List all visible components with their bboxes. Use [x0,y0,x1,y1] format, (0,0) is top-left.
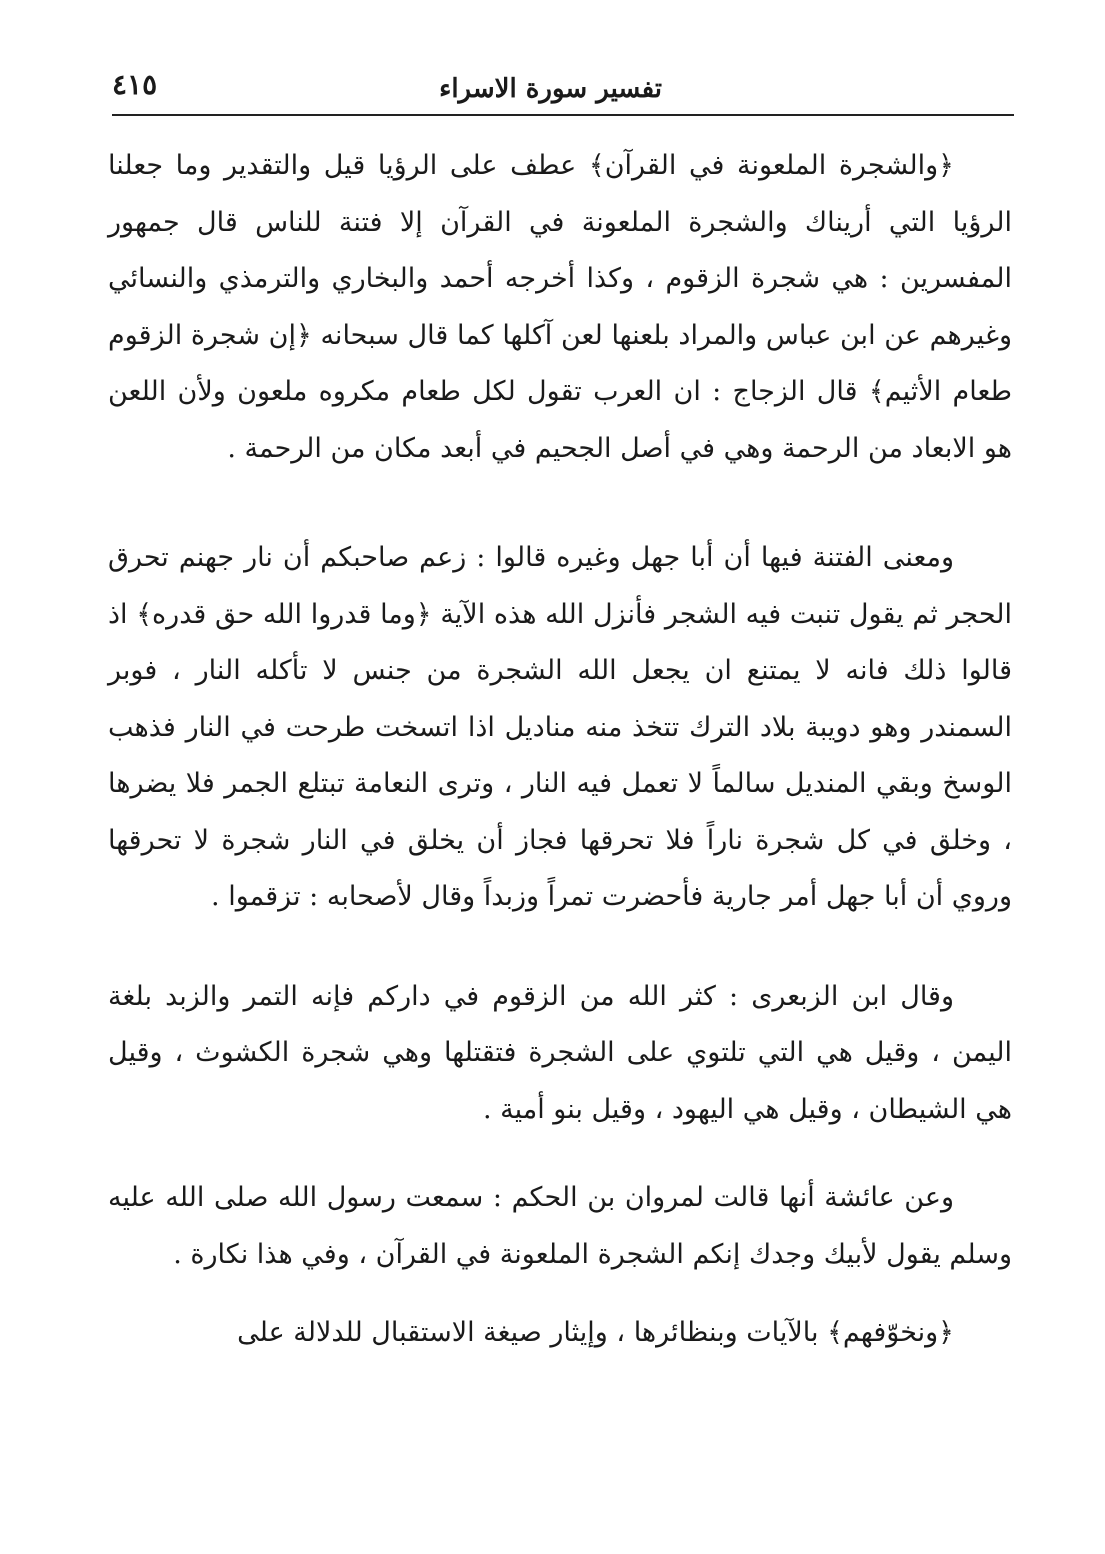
paragraph-4: وعن عائشة أنها قالت لمروان بن الحكم : سمعت رسول الله صلى الله عليه وسلم يقول لأبيك وجدك إنكم الشجرة الملعونة في القرآن ، وفي هذا نكارة . [108,1182,1012,1270]
paragraph-3: وقال ابن الزبعرى : كثر الله من الزقوم في داركم فإنه التمر والزبد بلغة اليمن ، وقيل هي التي تلتوي على الشجرة فتقتلها وهي شجرة الكشوث ، وقيل هي الشيطان ، وقيل هي اليهود ، وقيل بنو أمية . [108,980,1013,1125]
body-text [108,138,1012,1362]
paragraph-5: ﴿ونخوّفهم﴾ بالآيات وبنظائرها ، وإيثار صيغة الاستقبال للدلالة على [237,1317,954,1348]
paragraph-spacer [108,477,1012,530]
paragraph-spacer [108,1283,1012,1305]
paragraph-spacer [108,1138,1012,1170]
paragraph-1: ﴿والشجرة الملعونة في القرآن﴾ عطف على الرؤيا قيل والتقدير وما جعلنا الرؤيا التي أريناك والشجرة الملعونة في القرآن إلا فتنة للناس قال جمهور المفسرين : هي شجرة الزقوم ، وكذا أخرجه أحمد والبخاري والترمذي والنسائي وغيرهم عن ابن عباس والمراد بلعنها لعن آكلها كما قال سبحانه ﴿إن شجرة الزقوم طعام الأثيم﴾ قال الزجاج : ان العرب تقول لكل طعام مكروه ملعون ولأن اللعن هو الابعاد من الرحمة وهي في أصل الجحيم في أبعد مكان من الرحمة . [108,150,1012,464]
paragraph-2: ومعنى الفتنة فيها أن أبا جهل وغيره قالوا : زعم صاحبكم أن نار جهنم تحرق الحجر ثم يقول تنبت فيه الشجر فأنزل الله هذه الآية ﴿وما قدروا الله حق قدره﴾ اذ قالوا ذلك فانه لا يمتنع ان يجعل الله الشجرة من جنس لا تأكله النار ، فوبر السمندر وهو دويبة بلاد الترك تتخذ منه مناديل اذا اتسخت طرحت في النار فذهب الوسخ وبقي المنديل سالماً لا تعمل فيه النار ، وترى النعامة تبتلع الجمر فلا يضرها ، وخلق في كل شجرة ناراً فلا تحرقها فجاز أن يخلق في النار شجرة لا تحرقها وروي أن أبا جهل أمر جارية فأحضرت تمراً وزبداً وقال لأصحابه : تزقموا . [108,542,1012,912]
running-title: تفسير سورة الاسراء [439,74,662,104]
page-number: ٤١٥ [112,68,158,101]
page-header [112,58,1012,114]
header-rule [112,114,1014,116]
paragraph-spacer [108,926,1012,969]
